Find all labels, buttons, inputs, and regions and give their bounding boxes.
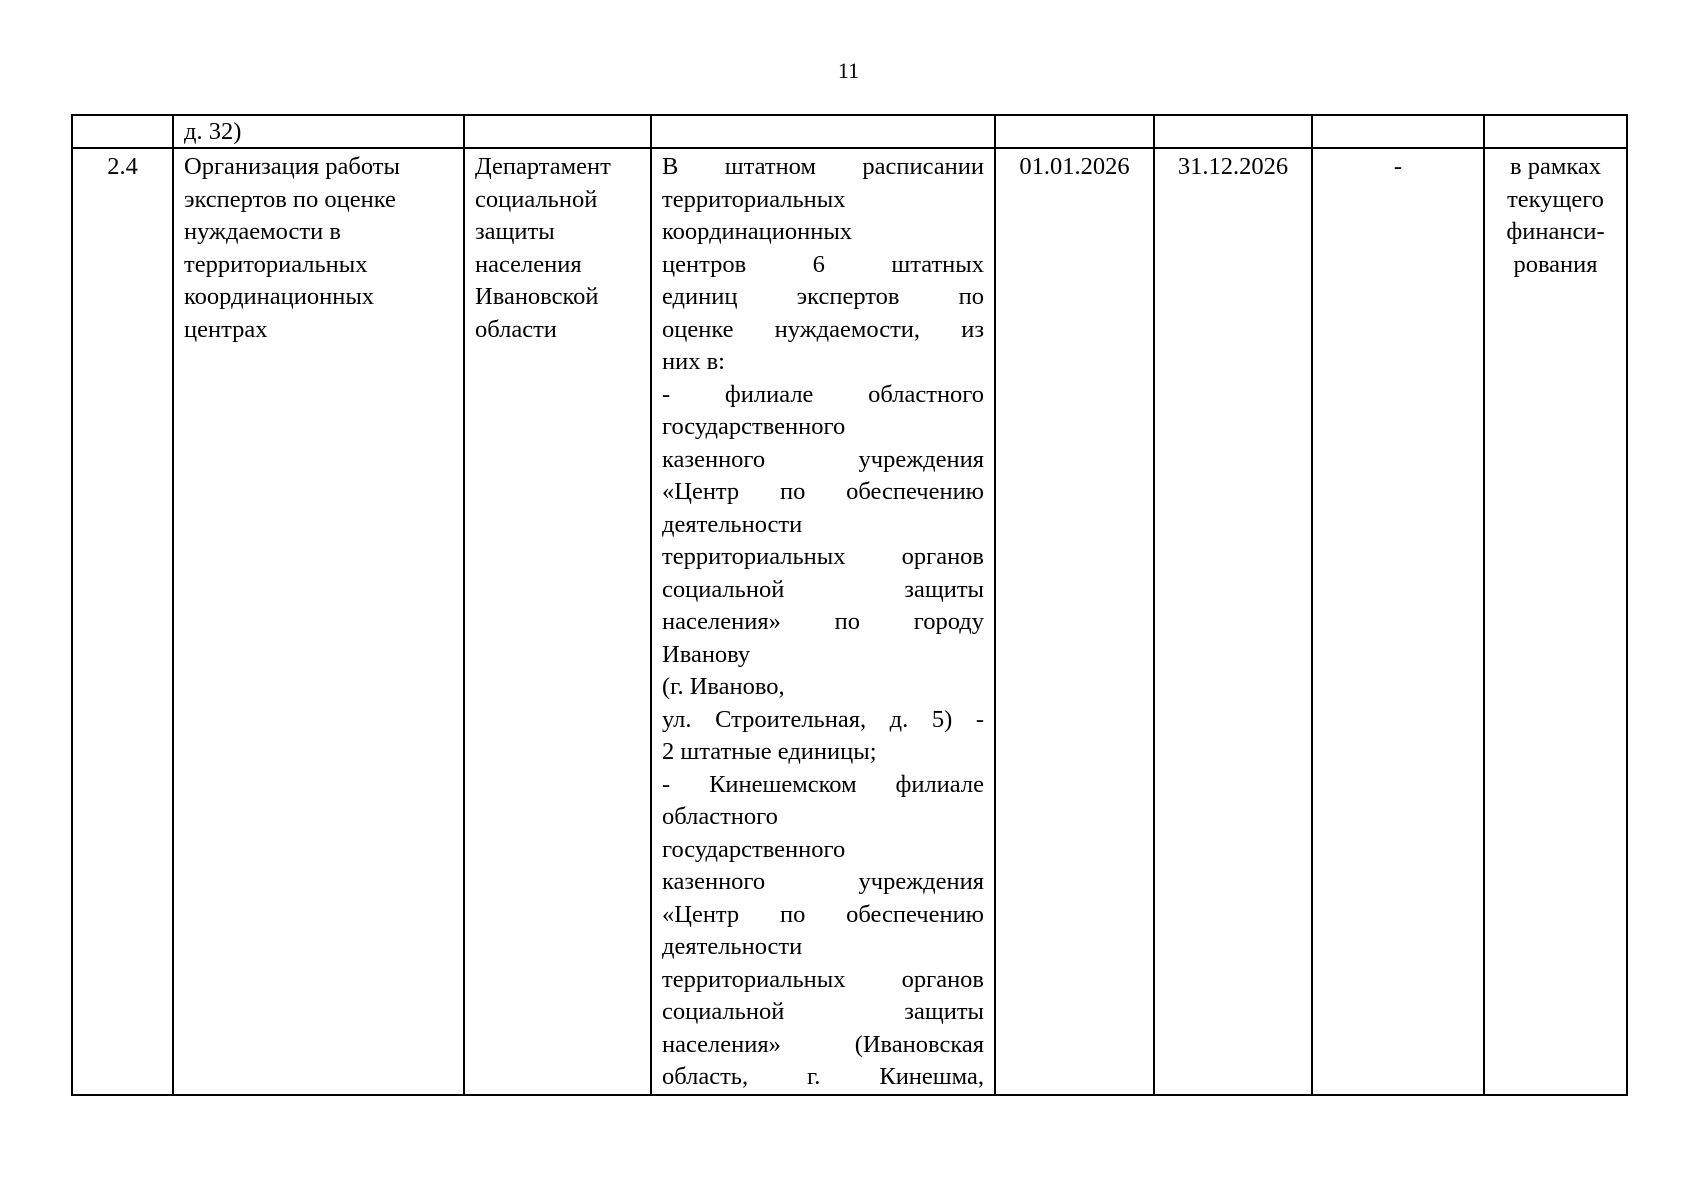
start-date: 01.01.2026: [995, 148, 1154, 1095]
responsible-text: [475, 151, 640, 346]
result-text: [662, 151, 984, 1094]
event-line: территориальных: [184, 250, 368, 278]
result-line: центров 6 штатных: [662, 250, 984, 278]
amount: -: [1312, 148, 1484, 1095]
table-row-continuation: [72, 115, 1627, 148]
funding-line: финанси-: [1506, 218, 1605, 245]
funding-text: [1495, 151, 1616, 281]
result-line: (г. Иваново,: [662, 673, 785, 700]
result-line: социальной защиты: [662, 998, 984, 1025]
result-line: социальной защиты: [662, 575, 984, 603]
cell-amount: [1312, 115, 1484, 148]
result-line: единиц экспертов по: [662, 283, 984, 310]
event-line: экспертов по оценке: [184, 185, 396, 213]
event-line: Организация работы: [184, 153, 400, 180]
result-cell: [651, 148, 995, 1095]
result-line: населения» по городу: [662, 608, 984, 635]
cell-number: [72, 115, 173, 148]
result-line: - филиале областного: [662, 380, 984, 408]
event-line: центрах: [184, 315, 268, 343]
result-line: территориальных органов: [662, 543, 984, 570]
cell-end-date: [1154, 115, 1312, 148]
funding-line: в рамках: [1510, 153, 1601, 180]
page-number: 11: [837, 58, 860, 83]
result-line: казенного учреждения: [662, 445, 984, 473]
result-line: территориальных: [662, 185, 846, 213]
result-line: Иванову: [662, 640, 751, 668]
responsible-line: Ивановской: [475, 283, 599, 310]
cell-start-date: [995, 115, 1154, 148]
result-line: В штатном расписании: [662, 153, 984, 180]
responsible-cell: [464, 148, 651, 1095]
result-line: территориальных органов: [662, 965, 984, 993]
result-line: оценке нуждаемости, из: [662, 315, 984, 343]
result-line: «Центр по обеспечению: [662, 478, 984, 505]
responsible-line: области: [475, 315, 557, 343]
result-line: деятельности: [662, 933, 803, 960]
result-line: ул. Строительная, д. 5) -: [662, 705, 984, 733]
result-line: 2 штатные единицы;: [662, 738, 877, 765]
result-line: населения» (Ивановская: [662, 1030, 984, 1058]
responsible-line: социальной: [475, 185, 598, 213]
result-line: них в:: [662, 348, 725, 375]
end-date: 31.12.2026: [1154, 148, 1312, 1095]
cell-event: д. 32): [173, 115, 464, 148]
cell-funding: [1484, 115, 1627, 148]
cell-result: [651, 115, 995, 148]
event-cell: [173, 148, 464, 1095]
row-number: 2.4: [72, 148, 173, 1095]
funding-line: рования: [1513, 250, 1598, 278]
result-line: - Кинешемском филиале: [662, 770, 984, 798]
responsible-line: населения: [475, 250, 582, 278]
result-line: казенного учреждения: [662, 868, 984, 895]
result-line: деятельности: [662, 510, 803, 538]
result-line: областного: [662, 803, 778, 830]
table-row: [72, 148, 1627, 1095]
plan-table: [71, 114, 1628, 1096]
funding-cell: [1484, 148, 1627, 1095]
funding-line: текущего: [1507, 185, 1604, 213]
responsible-line: Департамент: [475, 153, 611, 180]
event-text: [184, 151, 453, 346]
result-line: государственного: [662, 835, 846, 863]
responsible-line: защиты: [475, 218, 555, 245]
cell-responsible: [464, 115, 651, 148]
event-line: нуждаемости в: [184, 218, 341, 245]
result-line: область, г. Кинешма,: [662, 1063, 984, 1090]
result-line: государственного: [662, 413, 846, 440]
event-line: координационных: [184, 283, 375, 310]
result-line: координационных: [662, 218, 853, 245]
result-line: «Центр по обеспечению: [662, 900, 984, 928]
